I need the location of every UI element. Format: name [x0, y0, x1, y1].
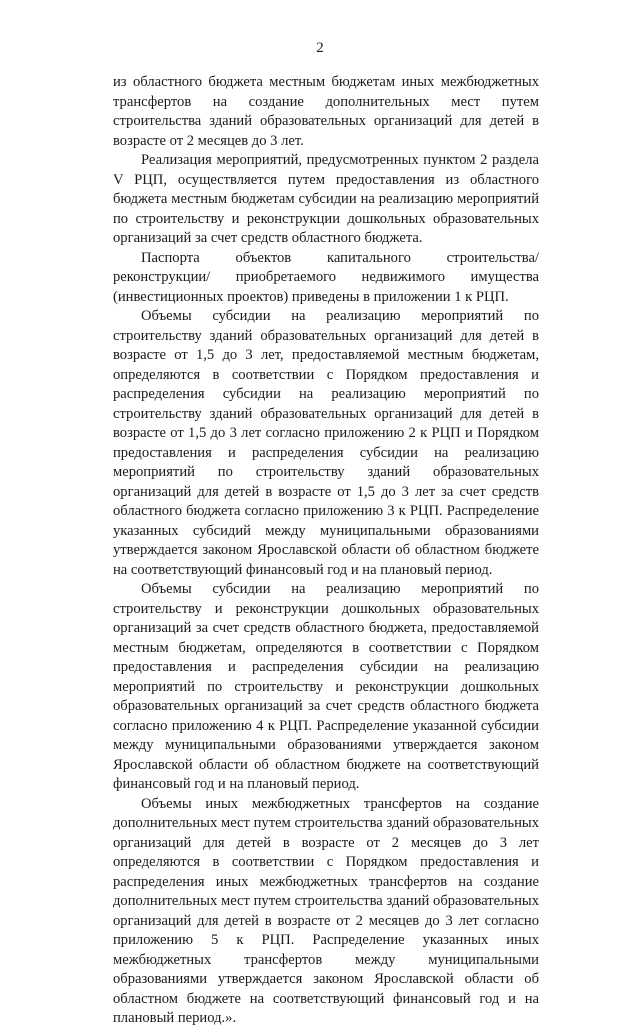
- paragraph-2: Реализация мероприятий, предусмотренных пунктом 2 раздела V РЦП, осуществляется путем предоставления из областного бюджета местным бюджетам субсидии на реализацию мероприятий по строительству и реконструкции дошкольных образовательных организаций за счет средств областного бюджета.: [113, 152, 539, 246]
- page-number: 2: [316, 40, 324, 56]
- paragraph-4: Объемы субсидии на реализацию мероприятий по строительству зданий образовательных организаций для детей в возрасте от 1,5 до 3 лет, предоставляемой местным бюджетам, определяются в соответствии с Порядком предоставления и распределения субсидии на реализацию мероприятий по строительству зданий образовательных организаций для детей в возрасте от 1,5 до 3 лет согласно приложению 2 к РЦП и Порядком предоставления и распределения субсидии на реализацию мероприятий по строительству зданий образовательных организаций для детей в возрасте от 1,5 до 3 лет за счет средств областного бюджета согласно приложению 3 к РЦП. Распределение указанных субсидий между муниципальными образованиями утверждается законом Ярославской области об областном бюджете на соответствующий финансовый год и на плановый период.: [113, 308, 539, 578]
- paragraph-3: Паспорта объектов капитального строительства/ реконструкции/ приобретаемого недвижимого имущества (инвестиционных проектов) приведены в приложении 1 к РЦП.: [113, 249, 539, 305]
- document-body: [113, 73, 539, 1029]
- paragraph-6: Объемы иных межбюджетных трансфертов на создание дополнительных мест путем строительства зданий образовательных организаций для детей в возрасте от 2 месяцев до 3 лет определяются в соответствии с Порядком предоставления и распределения иных межбюджетных трансфертов на создание дополнительных мест путем строительства зданий образовательных организаций для детей в возрасте от 2 месяцев до 3 лет согласно приложению 5 к РЦП. Распределение указанных иных межбюджетных трансфертов между муниципальными образованиями утверждается законом Ярославской области об областном бюджете на соответствующий финансовый год и на плановый период.».: [113, 795, 539, 1026]
- paragraph-1: из областного бюджета местным бюджетам иных межбюджетных трансфертов на создание дополнительных мест путем строительства зданий образовательных организаций для детей в возрасте от 2 месяцев до 3 лет.: [113, 74, 539, 149]
- paragraph-5: Объемы субсидии на реализацию мероприятий по строительству и реконструкции дошкольных образовательных организаций за счет средств областного бюджета, предоставляемой местным бюджетам, определяются в соответствии с Порядком предоставления и распределения субсидии на реализацию мероприятий по строительству и реконструкции дошкольных образовательных организаций за счет средств областного бюджета согласно приложению 4 к РЦП. Распределение указанной субсидии между муниципальными образованиями утверждается законом Ярославской области об областном бюджете на соответствующий финансовый год и на плановый период.: [113, 581, 539, 792]
